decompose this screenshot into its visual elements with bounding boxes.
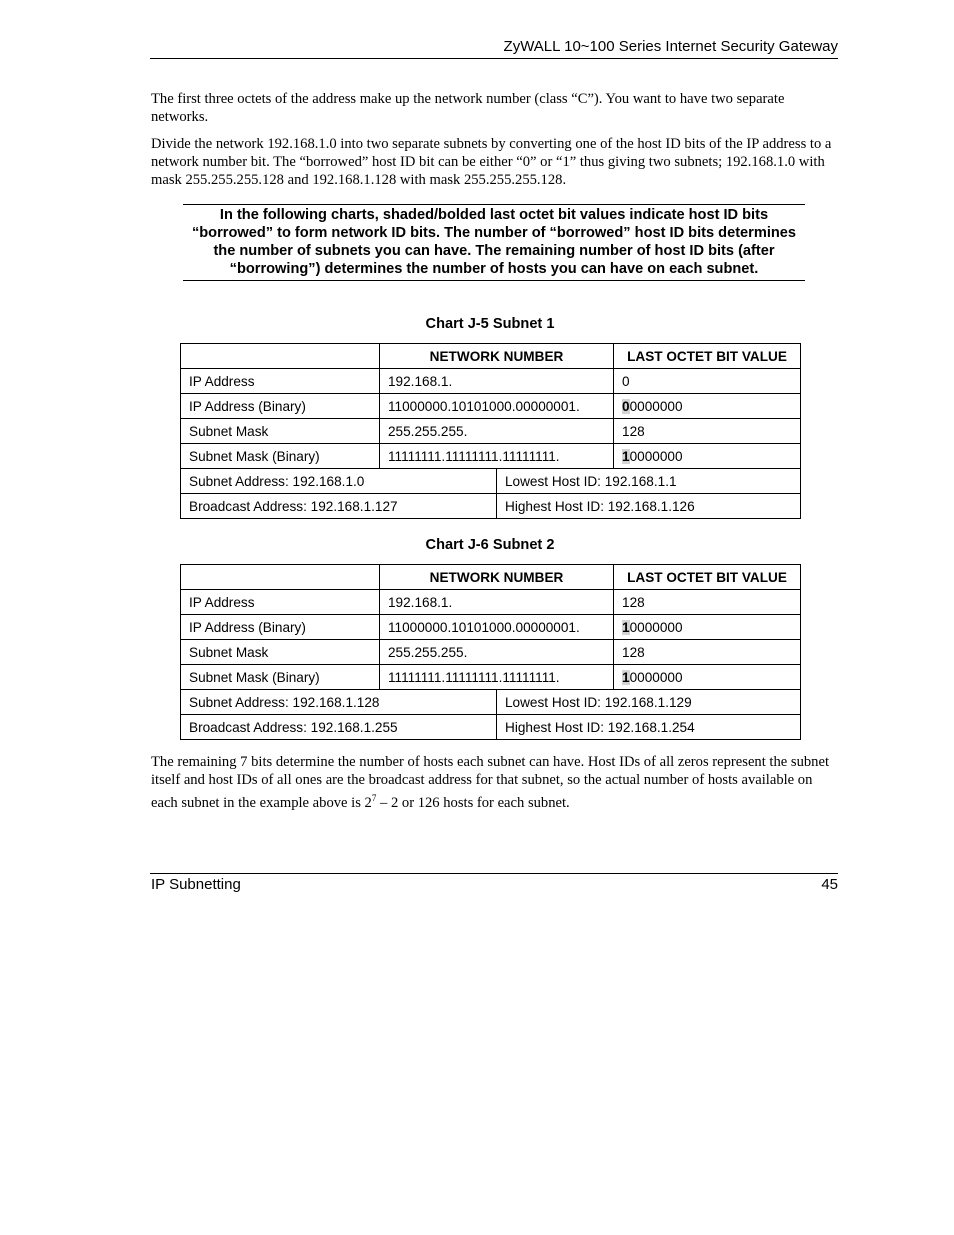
- last-octet-cell: [614, 369, 801, 394]
- last-octet-rest: 128: [622, 644, 645, 660]
- row-label: IP Address (Binary): [181, 394, 380, 419]
- table-row: [181, 394, 801, 419]
- row-label: Subnet Mask: [181, 419, 380, 444]
- table-row: [181, 419, 801, 444]
- note-box: In the following charts, shaded/bolded last octet bit values indicate host ID bits “borrowed” to form network ID bits. The number of “borrowed” host ID bits determines the number of subnets you can have. The remaining number of host ID bits (after “borrowing”) determines the number of hosts you can have on each subnet.: [183, 204, 805, 281]
- chart-caption-subnet-2: Chart J-6 Subnet 2: [425, 537, 555, 553]
- last-octet-cell: [614, 590, 801, 615]
- table-row: [181, 690, 801, 715]
- header-blank-cell: [181, 344, 380, 369]
- highest-host-cell: Highest Host ID: 192.168.1.254: [497, 715, 801, 740]
- host-count-text-end: – 2 or 126 hosts for each subnet.: [376, 794, 570, 811]
- running-header: ZyWALL 10~100 Series Internet Security Gateway: [503, 38, 838, 55]
- network-number-cell: 192.168.1.: [380, 590, 614, 615]
- subnet-address-cell: Subnet Address: 192.168.1.0: [181, 469, 497, 494]
- lowest-host-cell: Lowest Host ID: 192.168.1.129: [497, 690, 801, 715]
- network-number-cell: 255.255.255.: [380, 419, 614, 444]
- network-number-cell: 11111111.11111111.11111111.: [380, 665, 614, 690]
- borrowed-bit: 1: [622, 448, 630, 464]
- last-octet-rest: 0: [622, 373, 630, 389]
- exponent: 7: [371, 793, 377, 803]
- table-row: [181, 665, 801, 690]
- host-count-text: The remaining 7 bits determine the number of hosts each subnet can have. Host IDs of all zeros represent the subnet itself and host IDs of all ones are the broadcast address for that subnet, so the actual number of hosts available on each subnet in the example above is 2: [151, 754, 829, 811]
- network-number-cell: 11000000.10101000.00000001.: [380, 615, 614, 640]
- paragraph-divide-network: Divide the network 192.168.1.0 into two separate subnets by converting one of the host ID bits of the IP address to a network number bit. The “borrowed” host ID bit can be either “0” or “1” thus giving two subnets; 192.168.1.0 with mask 255.255.255.128 and 192.168.1.128 with mask 255.255.255.128.: [151, 136, 832, 188]
- borrowed-bit: 1: [622, 619, 630, 635]
- header-blank-cell: [181, 565, 380, 590]
- paragraph-host-count: [151, 753, 838, 812]
- header-network-number: NETWORK NUMBER: [380, 344, 614, 369]
- table-header-row: [181, 565, 801, 590]
- last-octet-cell: [614, 419, 801, 444]
- chart-caption-subnet-1: Chart J-5 Subnet 1: [425, 316, 555, 332]
- footer-section-title: IP Subnetting: [151, 876, 241, 893]
- row-label: IP Address: [181, 369, 380, 394]
- last-octet-cell: [614, 394, 801, 419]
- table-row: [181, 444, 801, 469]
- table-row: [181, 615, 801, 640]
- network-number-cell: 255.255.255.: [380, 640, 614, 665]
- last-octet-rest: 128: [622, 423, 645, 439]
- header-rule: [150, 58, 838, 59]
- borrowed-bit: 0: [622, 398, 630, 414]
- table-row: [181, 494, 801, 519]
- broadcast-address-cell: Broadcast Address: 192.168.1.255: [181, 715, 497, 740]
- row-label: IP Address (Binary): [181, 615, 380, 640]
- subnet-address-cell: Subnet Address: 192.168.1.128: [181, 690, 497, 715]
- last-octet-rest: 0000000: [629, 619, 683, 635]
- highest-host-cell: Highest Host ID: 192.168.1.126: [497, 494, 801, 519]
- header-last-octet: LAST OCTET BIT VALUE: [614, 344, 801, 369]
- lowest-host-cell: Lowest Host ID: 192.168.1.1: [497, 469, 801, 494]
- last-octet-cell: [614, 640, 801, 665]
- row-label: Subnet Mask: [181, 640, 380, 665]
- table-row: [181, 369, 801, 394]
- row-label: IP Address: [181, 590, 380, 615]
- table-row: [181, 469, 801, 494]
- network-number-cell: 11111111.11111111.11111111.: [380, 444, 614, 469]
- subnet-1-table: [180, 343, 801, 519]
- paragraph-intro: The first three octets of the address make up the network number (class “C”). You want to have two separate networks.: [151, 91, 785, 125]
- last-octet-rest: 0000000: [629, 398, 683, 414]
- header-last-octet: LAST OCTET BIT VALUE: [614, 565, 801, 590]
- footer-rule: [150, 873, 838, 874]
- row-label: Subnet Mask (Binary): [181, 665, 380, 690]
- table-row: [181, 590, 801, 615]
- last-octet-rest: 0000000: [629, 669, 683, 685]
- table-header-row: [181, 344, 801, 369]
- table-row: [181, 715, 801, 740]
- last-octet-cell: [614, 444, 801, 469]
- last-octet-cell: [614, 665, 801, 690]
- subnet-2-table: [180, 564, 801, 740]
- page-number: 45: [821, 876, 838, 893]
- network-number-cell: 192.168.1.: [380, 369, 614, 394]
- last-octet-cell: [614, 615, 801, 640]
- broadcast-address-cell: Broadcast Address: 192.168.1.127: [181, 494, 497, 519]
- last-octet-rest: 128: [622, 594, 645, 610]
- row-label: Subnet Mask (Binary): [181, 444, 380, 469]
- network-number-cell: 11000000.10101000.00000001.: [380, 394, 614, 419]
- header-network-number: NETWORK NUMBER: [380, 565, 614, 590]
- table-row: [181, 640, 801, 665]
- last-octet-rest: 0000000: [629, 448, 683, 464]
- borrowed-bit: 1: [622, 669, 630, 685]
